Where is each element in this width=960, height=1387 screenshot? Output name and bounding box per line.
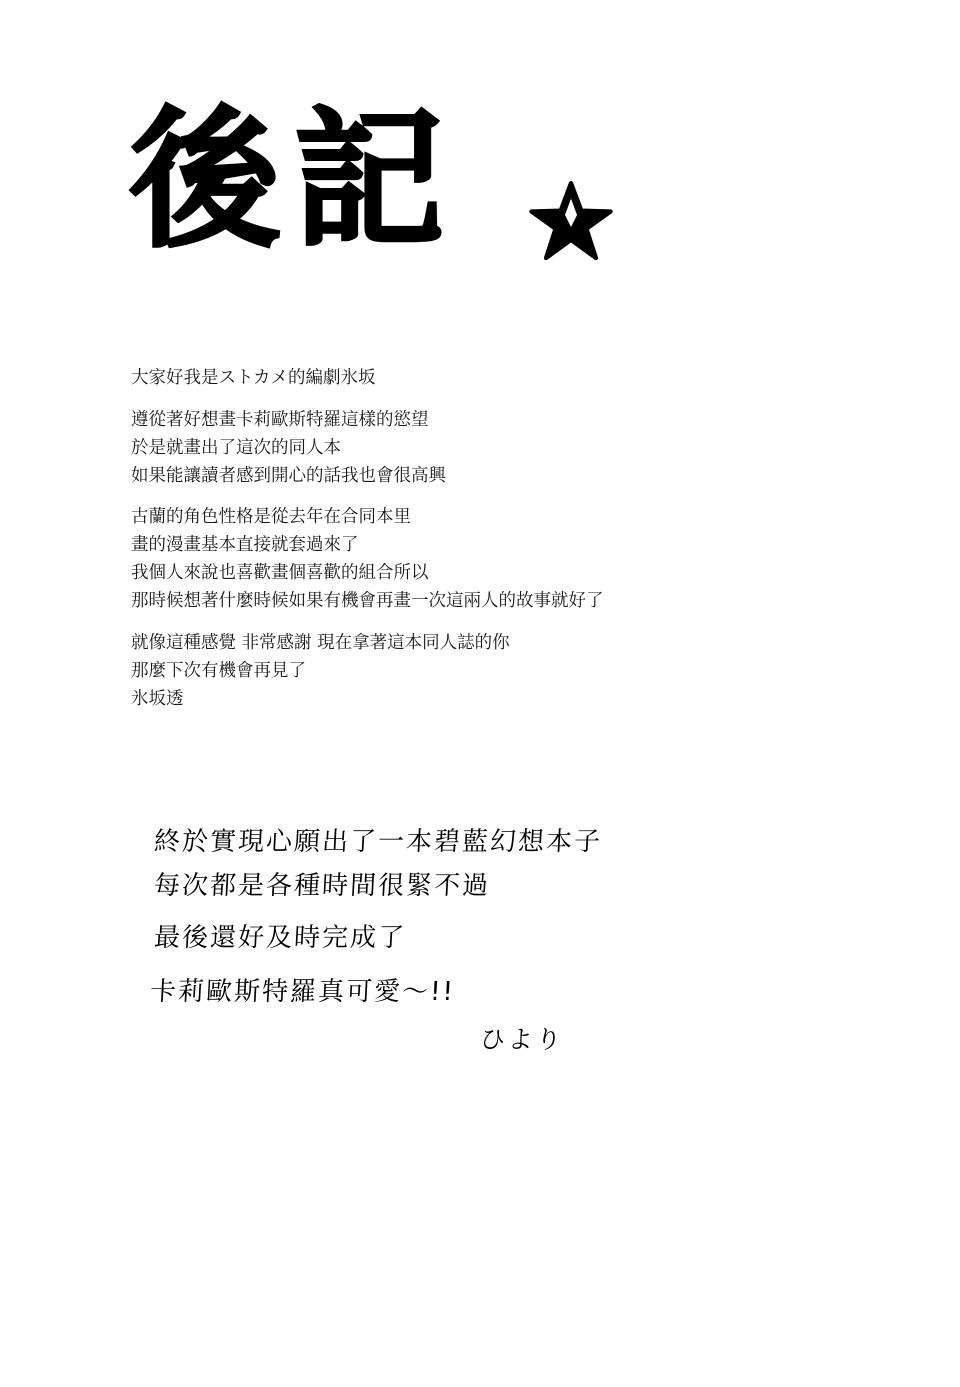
page-title: 後記: [130, 94, 459, 268]
handwritten-signature: ひより: [479, 1025, 566, 1054]
afterword-line: 於是就畫出了這次的同人本: [131, 437, 341, 458]
afterword-body: [131, 370, 851, 708]
handwritten-line: 最後還好及時完成了: [153, 923, 407, 953]
afterword-line: 畫的漫畫基本直接就套過來了: [131, 535, 359, 555]
handwritten-line: 卡莉歐斯特羅真可愛〜!!: [149, 977, 456, 1007]
afterword-paragraph: [131, 370, 851, 388]
afterword-signature: 氷坂透: [131, 688, 184, 709]
afterword-line: 遵從著好想畫卡莉歐斯特羅這樣的慾望: [131, 409, 429, 430]
afterword-line: 那時候想著什麼時候如果有機會再畫一次這兩人的故事就好了: [131, 591, 604, 611]
star-icon: [528, 178, 614, 264]
afterword-line: 那麼下次有機會再見了: [131, 660, 306, 681]
page-title-block: [130, 96, 690, 296]
afterword-line: 大家好我是ストカメ的編劇氷坂: [131, 368, 376, 388]
afterword-line: 古蘭的角色性格是從去年在合同本里: [131, 507, 411, 527]
afterword-line: 就像這種感覺 非常感謝 現在拿著這本同人誌的你: [131, 632, 510, 653]
afterword-paragraph: [131, 509, 851, 611]
handwritten-line: 終於實現心願出了一本碧藍幻想本子: [153, 827, 603, 857]
afterword-paragraph: [131, 632, 851, 709]
handwritten-note: [150, 820, 850, 1060]
afterword-line: 如果能讓讀者感到開心的話我也會很高興: [131, 465, 446, 486]
afterword-line: 我個人來說也喜歡畫個喜歡的組合所以: [131, 563, 429, 583]
handwritten-line: 每次都是各種時間很緊不過: [153, 871, 491, 901]
afterword-paragraph: [131, 409, 851, 486]
